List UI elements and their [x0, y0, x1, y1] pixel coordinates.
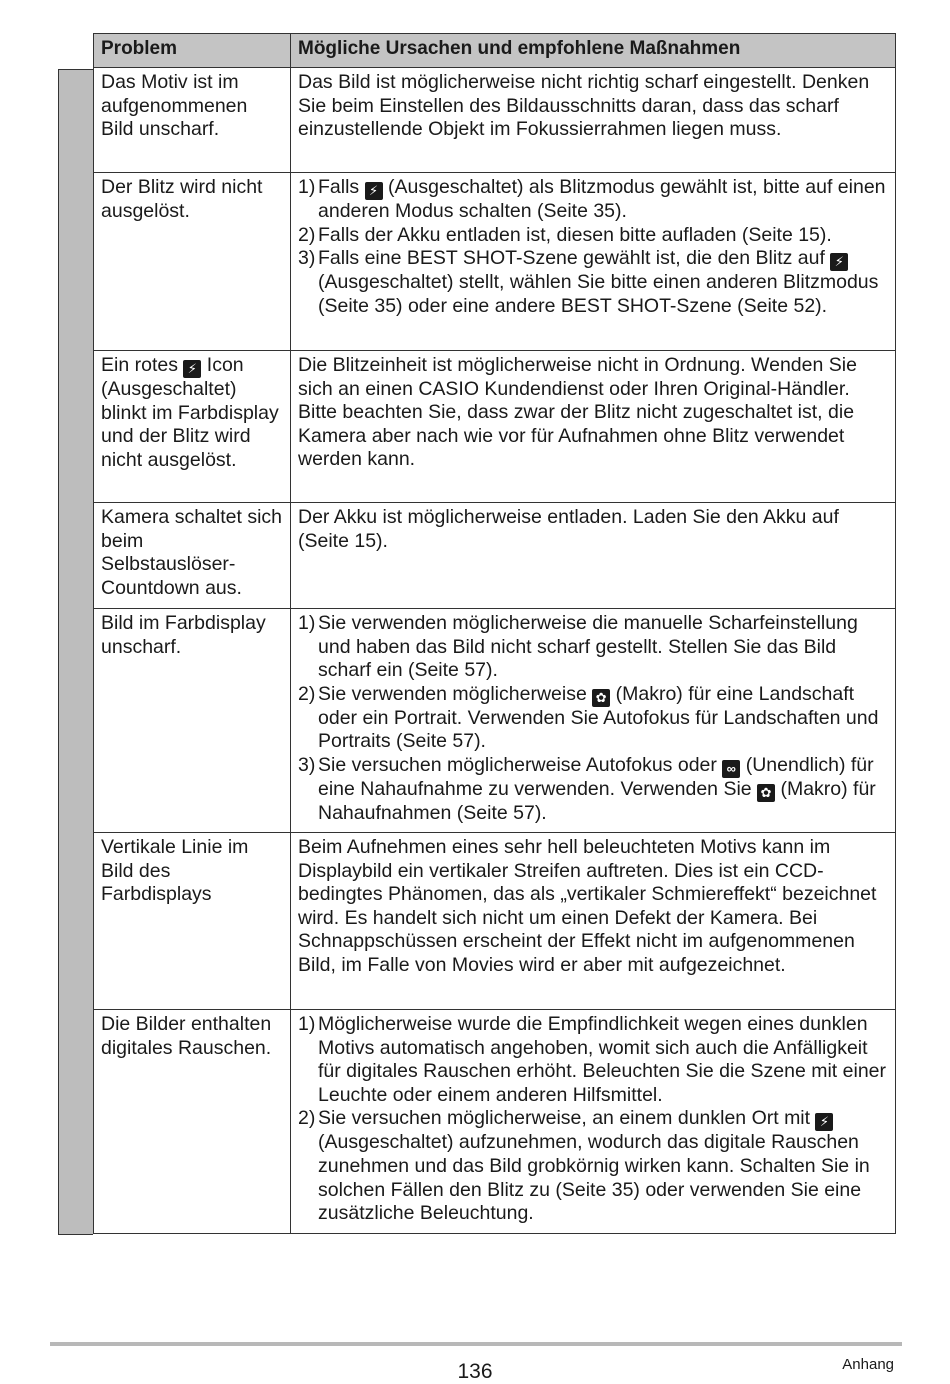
macro-icon: ✿ — [592, 689, 610, 707]
page-number: 136 — [457, 1360, 493, 1383]
flash-off-icon: ⚡ — [365, 182, 383, 200]
problem-cell: Das Motiv ist im aufgenommenen Bild unscharf. — [94, 68, 291, 173]
header-problem: Problem — [94, 34, 291, 68]
list-item: 1) Sie verwenden möglicherweise die manuelle Scharfeinstellung und haben das Bild nicht scharf gestellt. Stellen Sie das Bild scharf ein (Seite 57). — [298, 612, 858, 682]
cause-cell — [291, 1010, 896, 1234]
cause-cell: Der Akku ist möglicherweise entladen. Laden Sie den Akku auf (Seite 15). — [291, 503, 896, 609]
problem-cell: Kamera schaltet sich beim Selbstauslöser-Countdown aus. — [94, 503, 291, 609]
flash-off-icon: ⚡ — [183, 360, 201, 378]
problem-cell: Die Bilder enthalten digitales Rauschen. — [94, 1010, 291, 1234]
table-row — [94, 68, 896, 173]
section-side-bar — [58, 69, 93, 1235]
table-row — [94, 351, 896, 503]
table-row — [94, 833, 896, 1010]
infinity-icon: ∞ — [722, 760, 740, 778]
table-row — [94, 503, 896, 609]
list-item: 1) Falls ⚡ (Ausgeschaltet) als Blitzmodus gewählt ist, bitte auf einen anderen Modus schalten (Seite 35). — [298, 176, 886, 222]
troubleshooting-table — [93, 33, 896, 1234]
cause-cell: Das Bild ist möglicherweise nicht richtig scharf eingestellt. Denken Sie beim Einstellen des Bildausschnitts daran, dass das scharf einzustellende Objekt im Fokussierrahmen liegen muss. — [291, 68, 896, 173]
table-row — [94, 609, 896, 833]
list-item: 1) Möglicherweise wurde die Empfindlichkeit wegen eines dunklen Motivs automatisch angehoben, womit sich auch die Anfälligkeit für digitales Rauschen erhöht. Beleuchten Sie die Szene mit einer Leuchte oder einem anderen Hilfsmittel. — [298, 1013, 887, 1106]
problem-cell: Vertikale Linie im Bild des Farbdisplays — [94, 833, 291, 1010]
problem-cell: Bild im Farbdisplay unscharf. — [94, 609, 291, 833]
header-causes: Mögliche Ursachen und empfohlene Maßnahmen — [291, 34, 896, 68]
cause-cell — [291, 609, 896, 833]
table-row — [94, 173, 896, 351]
cause-cell: Die Blitzeinheit ist möglicherweise nicht in Ordnung. Wenden Sie sich an einen CASIO Kundendienst oder Ihren Original-Händler. Bitte beachten Sie, dass zwar der Blitz nicht zugeschaltet ist, die Kamera aber nach wie vor für Aufnahmen ohne Blitz verwendet werden kann. — [291, 351, 896, 503]
cause-cell: Beim Aufnehmen eines sehr hell beleuchteten Motivs kann im Displaybild ein vertikaler Streifen auftreten. Dies ist ein CCD-bedingtes Phänomen, das als „vertikaler Schmiereffekt“ bezeichnet wird. Es handelt sich nicht um einen Defekt der Kamera. Bei Schnappschüssen erscheint der Effekt nicht im aufgenommenen Bild, im Falle von Movies wird er aber mit aufgezeichnet. — [291, 833, 896, 1010]
problem-cell: Ein rotes ⚡ Icon (Ausgeschaltet) blinkt im Farbdisplay und der Blitz wird nicht ausgelöst. — [94, 351, 291, 503]
flash-off-icon: ⚡ — [815, 1113, 833, 1131]
table-row — [94, 1010, 896, 1234]
flash-off-icon: ⚡ — [830, 253, 848, 271]
list-item: 3) Falls eine BEST SHOT-Szene gewählt ist, die den Blitz auf ⚡ (Ausgeschaltet) stellt, wählen Sie bitte einen anderen Blitzmodus (Seite 35) oder eine andere BEST SHOT-Szene (Seite 52). — [298, 247, 879, 317]
list-item: 2) Falls der Akku entladen ist, diesen bitte aufladen (Seite 15). — [298, 223, 832, 246]
cause-cell — [291, 173, 896, 351]
section-label: Anhang — [842, 1356, 894, 1373]
footer-divider — [50, 1342, 902, 1346]
list-item: 3) Sie versuchen möglicherweise Autofokus oder ∞ (Unendlich) für eine Nahaufnahme zu verwenden. Verwenden Sie ✿ (Makro) für Nahaufnahmen (Seite 57). — [298, 753, 876, 824]
list-item: 2) Sie verwenden möglicherweise ✿ (Makro) für eine Landschaft oder ein Portrait. Verwenden Sie Autofokus für Landschaften und Portraits (Seite 57). — [298, 682, 879, 753]
list-item: 2) Sie versuchen möglicherweise, an einem dunklen Ort mit ⚡ (Ausgeschaltet) aufzunehmen, wodurch das digitale Rauschen zunehmen und das Bild grobkörnig wirken kann. Schalten Sie in solchen Fällen den Blitz zu (Seite 35) oder verwenden Sie eine zusätzliche Beleuchtung. — [298, 1107, 870, 1225]
problem-cell: Der Blitz wird nicht ausgelöst. — [94, 173, 291, 351]
macro-icon: ✿ — [757, 784, 775, 802]
table-header-row — [94, 34, 896, 68]
